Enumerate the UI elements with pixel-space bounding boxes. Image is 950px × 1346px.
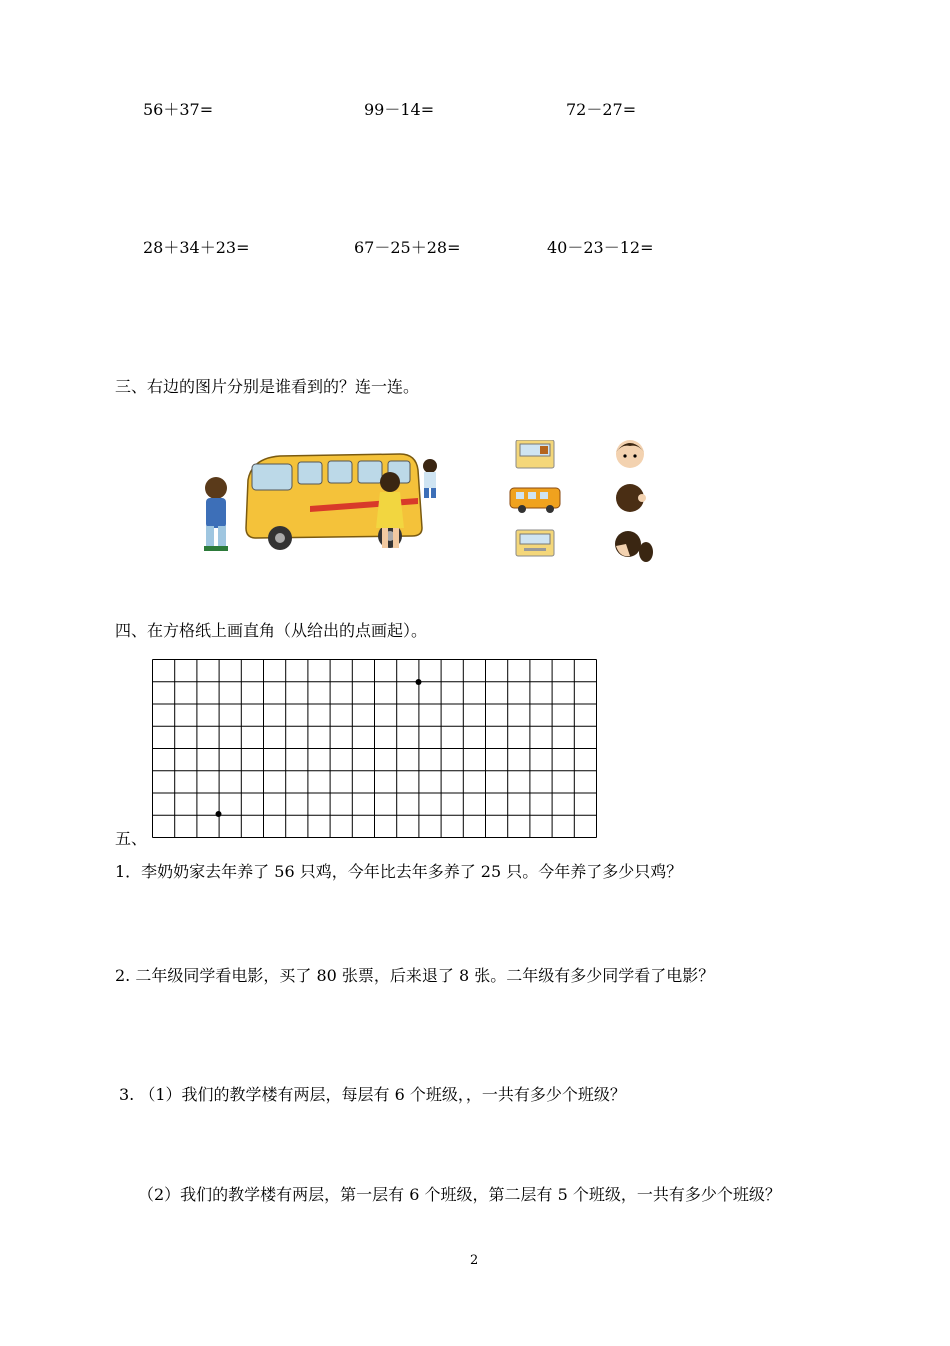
word-problem-3-part-2: （2）我们的教学楼有两层，第一层有 6 个班级，第二层有 5 个班级，一共有多少个班级？ — [138, 1185, 781, 1204]
word-problem-2: 2. 二年级同学看电影，买了 80 张票，后来退了 8 张。二年级有多少同学看了电影？ — [115, 966, 715, 985]
problem-40-23-12: 40－23－12= — [547, 238, 654, 257]
problem-28-34-23: 28＋34＋23= — [143, 238, 250, 257]
page-number: 2 — [470, 1253, 479, 1268]
bus-view-back — [516, 440, 554, 468]
boy-front-figure — [204, 477, 228, 551]
word-problem-1: 1．李奶奶家去年养了 56 只鸡，今年比去年多养了 25 只。今年养了多少只鸡？ — [115, 862, 683, 881]
section4-title: 四、在方格纸上画直角（从给出的点画起）。 — [115, 621, 428, 640]
bus-view-side — [510, 488, 560, 513]
grid-paper[interactable] — [152, 659, 597, 842]
boy-back-figure — [423, 459, 437, 498]
bus-observers-illustration — [190, 440, 660, 570]
grid-svg — [152, 659, 597, 838]
start-point-1[interactable] — [416, 679, 422, 685]
head-boy-back — [616, 484, 646, 512]
head-girl-front — [616, 440, 644, 468]
section5-label: 五、 — [115, 829, 148, 848]
start-point-2[interactable] — [216, 811, 222, 817]
section3-title: 三、右边的图片分别是谁看到的？连一连。 — [115, 377, 420, 396]
word-problem-3-part-1: 3. （1）我们的教学楼有两层，每层有 6 个班级，，一共有多少个班级？ — [119, 1085, 626, 1104]
problem-99-minus-14: 99－14= — [364, 100, 435, 119]
problem-67-25-28: 67－25＋28= — [354, 238, 461, 257]
problem-72-minus-27: 72－27= — [566, 100, 637, 119]
bus-view-front — [516, 530, 554, 556]
problem-56-plus-37: 56＋37= — [143, 100, 214, 119]
head-girl-side — [615, 531, 653, 562]
